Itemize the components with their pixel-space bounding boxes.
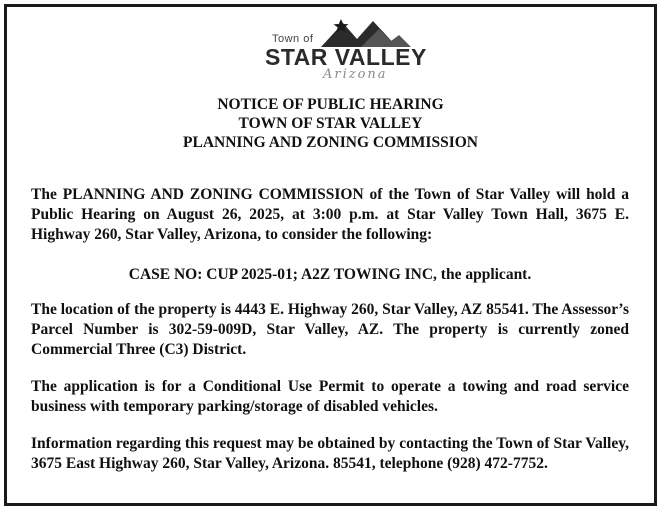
heading-line-1: NOTICE OF PUBLIC HEARING <box>217 96 444 113</box>
location-paragraph: The location of the property is 4443 E. Highway 260, Star Valley, AZ 85541. The Assessor’s Parcel Number is 302-59-009D, Star Valley, AZ. The property is currently zoned Commercial Three (C3) District. <box>31 301 629 358</box>
logo-town-prefix: Town of <box>272 33 314 45</box>
public-notice <box>4 4 657 506</box>
contact-paragraph: Information regarding this request may be obtained by contacting the Town of Star Valley, 3675 East Highway 260, Star Valley, Arizona. 85541, telephone (928) 472-7752. <box>31 435 629 472</box>
town-logo <box>263 17 427 89</box>
logo-town-name: STAR VALLEY <box>265 44 427 70</box>
mountain-star-icon <box>321 17 411 47</box>
logo-state-name: Arizona <box>323 67 388 82</box>
intro-paragraph: The PLANNING AND ZONING COMMISSION of the Town of Star Valley will hold a Public Hearing on August 26, 2025, at 3:00 p.m. at Star Valley Town Hall, 3675 E. Highway 260, Star Valley, Arizona, to consider the following: <box>31 186 629 243</box>
heading-line-2: TOWN OF STAR VALLEY <box>238 115 423 132</box>
application-paragraph: The application is for a Conditional Use Permit to operate a towing and road service business with temporary parking/storage of disabled vehicles. <box>31 378 629 415</box>
heading-line-3: PLANNING AND ZONING COMMISSION <box>183 134 478 151</box>
notice-heading <box>7 95 654 152</box>
case-number: CASE NO: CUP 2025-01; A2Z TOWING INC, the applicant. <box>128 266 532 283</box>
